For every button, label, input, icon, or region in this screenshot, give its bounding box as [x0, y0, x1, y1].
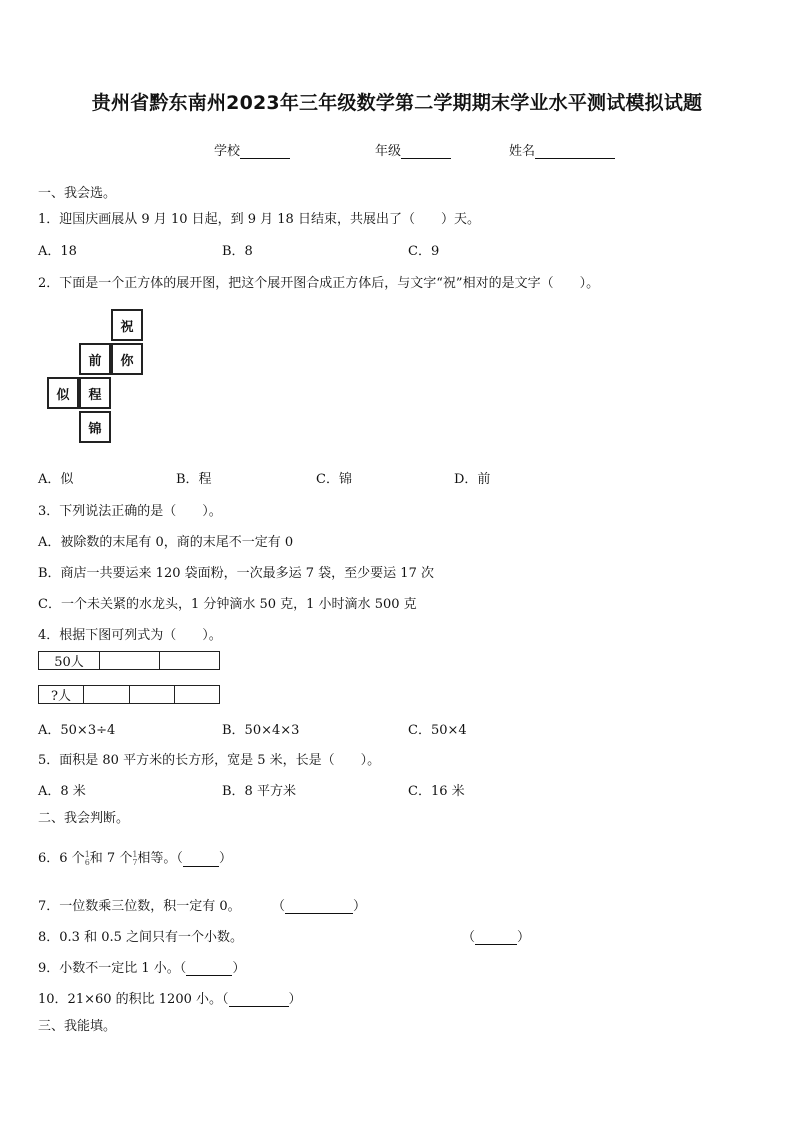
question-5: 5．面积是 80 平方米的长方形，宽是 5 米，长是（ ）。: [38, 753, 381, 768]
grade-blank[interactable]: [401, 144, 451, 159]
q2-option-c[interactable]: C．锦: [316, 472, 352, 487]
q1-option-a[interactable]: A．18: [38, 244, 77, 259]
q3-option-c[interactable]: C．一个未关紧的水龙头，1 分钟滴水 50 克，1 小时滴水 500 克: [38, 597, 417, 612]
question-8: 8．0.3 和 0.5 之间只有一个小数。: [38, 930, 244, 945]
bar-top-segment: [100, 652, 160, 669]
q7-close-paren: ）: [353, 899, 367, 914]
frac2-denominator: 7: [132, 857, 138, 867]
frac1-numerator: 1: [84, 849, 90, 859]
name-blank[interactable]: [535, 144, 615, 159]
section-3-heading: 三、我能填。: [38, 1019, 117, 1034]
bar-diagram-bottom: [38, 685, 220, 704]
question-6: [38, 847, 232, 867]
question-9: [38, 957, 245, 976]
question-10: [38, 988, 302, 1007]
q8-close-paren: ）: [517, 930, 531, 945]
q3-option-a[interactable]: A．被除数的末尾有 0，商的末尾不一定有 0: [38, 535, 294, 550]
q1-option-c[interactable]: C．9: [408, 244, 440, 259]
bar-top-segment: [160, 652, 219, 669]
q10-answer-blank[interactable]: [229, 994, 289, 1007]
name-label: 姓名: [509, 144, 536, 159]
bar-bottom-segment: [130, 686, 175, 703]
q6-text-3: 相等。（: [137, 851, 183, 866]
frac1-denominator: 6: [84, 857, 90, 867]
q7-answer-blank[interactable]: [285, 901, 353, 914]
bar-bottom-segment: [175, 686, 219, 703]
q6-answer-blank[interactable]: [183, 854, 219, 867]
question-7: 7．一位数乘三位数，积一定有 0。: [38, 899, 241, 914]
q7-answer: [272, 895, 366, 914]
net-cell-ni: 你: [111, 343, 143, 375]
q1-option-b[interactable]: B．8: [222, 244, 253, 259]
frac2-numerator: 1: [132, 849, 138, 859]
q6-text-1: 6．6 个: [38, 851, 85, 866]
q8-answer-blank[interactable]: [475, 932, 517, 945]
bar-bottom-segment: [84, 686, 130, 703]
net-cell-jin: 锦: [79, 411, 111, 443]
q8-answer: [462, 926, 530, 945]
section-1-heading: 一、我会选。: [38, 186, 117, 201]
q4-option-b[interactable]: B．50×4×3: [222, 723, 300, 738]
grade-label: 年级: [375, 144, 402, 159]
page-title: 贵州省黔东南州2023年三年级数学第二学期期末学业水平测试模拟试题: [91, 92, 703, 114]
bar-diagram-top: [38, 651, 220, 670]
school-field: [214, 140, 290, 159]
q6-text-2: 和 7 个: [89, 851, 133, 866]
q10-text: 10．21×60 的积比 1200 小。（: [38, 992, 229, 1007]
q4-option-a[interactable]: A．50×3÷4: [38, 723, 116, 738]
q5-option-b[interactable]: B．8 平方米: [222, 784, 296, 799]
question-4: 4．根据下图可列式为（ ）。: [38, 628, 222, 643]
q8-open-paren: （: [462, 930, 476, 945]
q10-close-paren: ）: [288, 992, 302, 1007]
q9-text: 9．小数不一定比 1 小。（: [38, 961, 187, 976]
question-2: 2．下面是一个正方体的展开图，把这个展开图合成正方体后，与文字“祝”相对的是文字（ ）。: [38, 276, 600, 291]
question-1: 1．迎国庆画展从 9 月 10 日起，到 9 月 18 日结束，共展出了（ ）天。: [38, 212, 480, 227]
q2-option-a[interactable]: A．似: [38, 472, 74, 487]
q3-option-b[interactable]: B．商店一共要运来 120 袋面粉，一次最多运 7 袋，至少要运 17 次: [38, 566, 434, 581]
q5-option-c[interactable]: C．16 米: [408, 784, 465, 799]
q6-text-4: ）: [218, 851, 232, 866]
q4-option-c[interactable]: C．50×4: [408, 723, 467, 738]
net-cell-qian: 前: [79, 343, 111, 375]
net-cell-zhu: 祝: [111, 309, 143, 341]
section-2-heading: 二、我会判断。: [38, 811, 130, 826]
bar-top-segment-labeled: 50人: [39, 652, 100, 669]
q5-option-a[interactable]: A．8 米: [38, 784, 86, 799]
q9-close-paren: ）: [232, 961, 246, 976]
net-cell-cheng: 程: [79, 377, 111, 409]
q2-option-b[interactable]: B．程: [176, 472, 212, 487]
question-3: 3．下列说法正确的是（ ）。: [38, 504, 222, 519]
school-blank[interactable]: [240, 144, 290, 159]
net-cell-si: 似: [47, 377, 79, 409]
school-label: 学校: [214, 144, 241, 159]
q7-open-paren: （: [272, 899, 286, 914]
q9-answer-blank[interactable]: [186, 963, 232, 976]
name-field: [509, 140, 615, 159]
grade-field: [375, 140, 451, 159]
q2-option-d[interactable]: D．前: [454, 472, 491, 487]
bar-bottom-segment-labeled: ?人: [39, 686, 84, 703]
